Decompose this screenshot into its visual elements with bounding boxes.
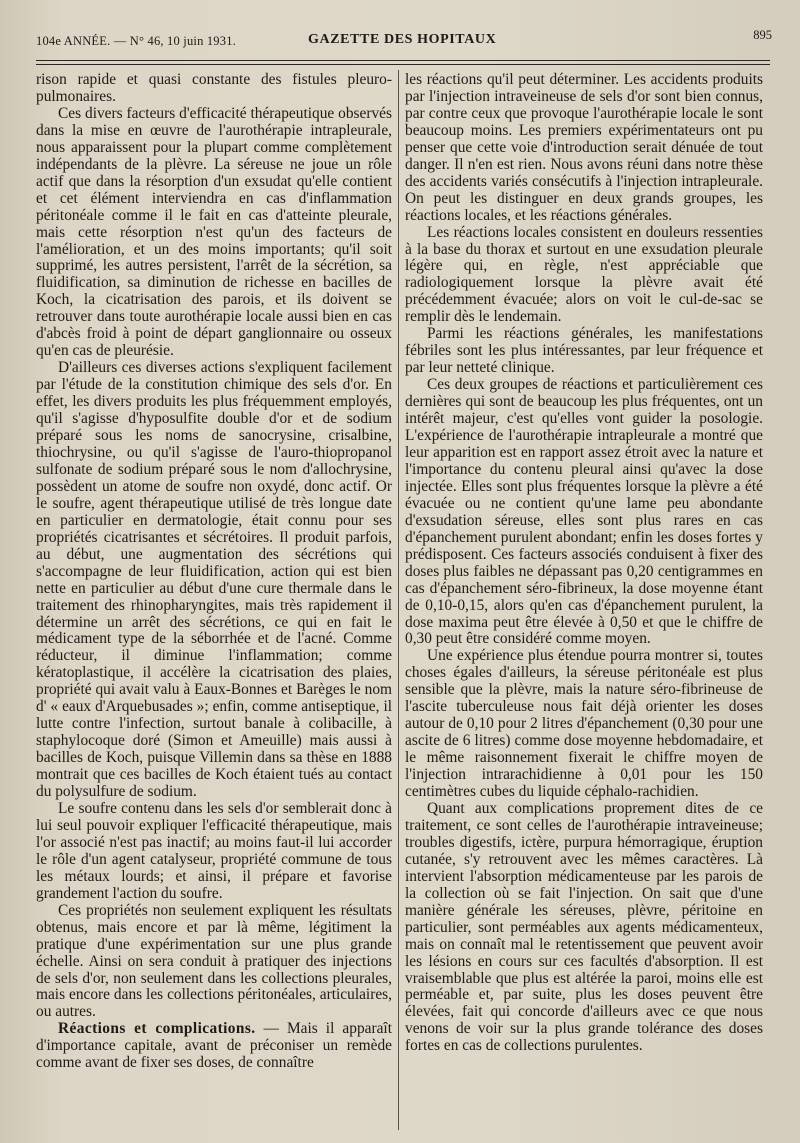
section-text: — Mais il apparaît d'importance capitale, avant de préconiser un remède comme avant de fixer ses doses, de connaître [36, 1020, 392, 1072]
page-number: 895 [753, 28, 772, 42]
paragraph: rison rapide et quasi constante des fistules pleuro-pulmonaires. [36, 72, 392, 105]
paragraph: Ces propriétés non seulement expliquent les résultats obtenus, mais encore et par là même, légitiment la pratique d'une expérimentation sur une plus grande échelle. Ainsi on sera conduit à pratiquer des injections de sels d'or, non seulement dans les collections pleurales, mais encore dans les collections péritonéales, articulaires, ou autres. [36, 901, 392, 1021]
paragraph: Parmi les réactions générales, les manifestations fébriles sont les plus intéressantes, par leur fréquence et par leur netteté clinique. [405, 325, 763, 377]
paragraph: Ces deux groupes de réactions et particulièrement ces dernières qui sont de beaucoup les plus fréquentes, ont un intérêt majeur, c'est qu'elles vont guider la posologie. L'expérience de l'aurothérapie intrapleurale a montré que leur apparition est en rapport assez étroit avec la nature et l'importance du contenu pleural ainsi qu'avec la dose injectée. Elles sont plus fréquentes lorsque la plèvre a été évacuée ou ne contient qu'une lame peu abondante d'exsudation séreuse, elles sont plus rares en cas d'épanchement purulent abondant; enfin les doses fortes y prédisposent. Ces facteurs associés conduisent à fixer des doses plus faibles ne dépassant pas 0,20 centigrammes en cas d'épanchement séro-fibrineux, la dose moyenne étant de 0,10-0,15, alors qu'en cas d'épanchement purulent, la dose maxima peut être élevée à 0,50 et que le chiffre de 0,30 peut être considéré comme moyen. [405, 376, 763, 648]
right-column [405, 72, 763, 1132]
issue-info: 104e ANNÉE. — N° 46, 10 juin 1931. [36, 34, 236, 48]
header-rule-top [36, 60, 770, 61]
publication-title: GAZETTE DES HOPITAUX [308, 32, 497, 47]
section-paragraph [36, 1021, 392, 1072]
left-column [36, 72, 392, 1132]
paragraph: Le soufre contenu dans les sels d'or semblerait donc à lui seul pouvoir expliquer l'efficacité thérapeutique, mais l'or associé n'est pas inactif; au moins faut-il lui accorder le rôle d'un agent catalyseur, propriété commune de tous les métaux lourds; et ainsi, il prépare et favorise grandement l'action du soufre. [36, 799, 392, 902]
paragraph: Une expérience plus étendue pourra montrer si, toutes choses égales d'ailleurs, la séreuse péritonéale est plus sensible que la plèvre, mais la nature séro-fibrineuse de l'ascite tuberculeuse nous fait déjà orienter les doses autour de 0,10 pour 2 litres d'épanchement (0,30 pour une ascite de 6 litres) comme dose moyenne hebdomadaire, et le même raisonnement fixerait le chiffre moyen de l'injection intrarachidienne à 0,01 pour les 150 centimètres cubes du liquide céphalo-rachidien. [405, 647, 763, 801]
header-rule-bottom [36, 64, 770, 65]
page-header [36, 28, 772, 54]
paragraph: Les réactions locales consistent en douleurs ressenties à la base du thorax et surtout en une exsudation pleurale légère qui, en règle, n'est appréciable que radiologiquement lorsque la plèvre avait été précédemment évacuée; alors on voit le cul-de-sac se remplir dès le lendemain. [405, 223, 763, 326]
paragraph: D'ailleurs ces diverses actions s'expliquent facilement par l'étude de la constitution chimique des sels d'or. En effet, les divers produits les plus fréquemment employés, qu'il s'agisse d'hyposulfite double d'or et de sodium préparé sous les noms de sanocrysine, crisalbine, thiochrysine, ou qu'il s'agisse de l'auro-thiopropanol sulfonate de sodium préparé sous le nom d'allochrysine, possèdent un atome de soufre non oxydé, donc actif. Or le soufre, agent thérapeutique utilisé de très longue date en particulier en dermatologie, était connu pour ses propriétés cicatrisantes et sécrétoires. Il produit parfois, au début, une augmentation des sécrétions qui s'accompagne de leur fluidification, action qui est bien nette en particulier au début d'une cure thermale dans le traitement des rhinopharyngites, mais très rapidement il détermine un arrêt des sécrétions, ce qui en fait le médicament type de la séborrhée et de l'acné. Comme réducteur, il diminue l'inflammation; comme kératoplastique, il accélère la cicatrisation des plaies, propriété qui avait valu à Eaux-Bonnes et Barèges le nom d' « eaux d'Arquebusades »; enfin, comme antiseptique, il lutte contre l'infection, surtout banale à colibacille, à staphylocoque doré (Simon et Ameuille) mais aussi à bacilles de Koch, puisque Villemin dans sa thèse en 1888 montrait que ces bacilles de Koch étaient tués au contact du polysulfure de sodium. [36, 359, 392, 801]
paragraph: Quant aux complications proprement dites de ce traitement, ce sont celles de l'aurothérapie intraveineuse; troubles digestifs, ictère, purpura hémorragique, éruption cutanée, s'y retrouvent avec les mêmes caractères. Là intervient l'absorption médicamenteuse par les parois de la collection où se fait l'injection. On sait que d'une manière générale les séreuses, plèvre, péritoine en particulier, sont perméables aux agents médicamenteux, mais on connaît mal le retentissement que peuvent avoir les lésions en cours sur ces facultés d'absorption. Il est vraisemblable que plus est altérée la paroi, moins elle est perméable et, par suite, plus les doses peuvent être élevées, fait qui concorde d'ailleurs avec ce que nous venons de voir sur la plus grande tolérance des doses fortes en cas de collections purulentes. [405, 799, 763, 1055]
section-title: Réactions et complications. [58, 1020, 256, 1038]
column-divider [398, 70, 399, 1130]
paragraph: les réactions qu'il peut déterminer. Les accidents produits par l'injection intraveineuse de sels d'or sont bien connus, par contre ceux que provoque l'aurothérapie locale le sont beaucoup moins. Les premiers expérimentateurs ont pu penser que cette voie d'introduction serait dénuée de tout danger. Il n'en est rien. Nous avons réuni dans notre thèse des accidents variés consécutifs à l'injection intrapleurale. On peut les distinguer en deux grands groupes, les réactions locales, et les réactions générales. [405, 72, 763, 224]
paragraph: Ces divers facteurs d'efficacité thérapeutique observés dans la mise en œuvre de l'aurothérapie intrapleurale, nous apparaissent pour la plupart comme complètement indépendants de la plèvre. La séreuse ne joue un rôle actif que dans la résorption d'un exsudat qu'elle contient et cet élément interviendra en cas d'inflammation péritonéale comme il le fait en cas d'atteinte pleurale, mais cette résorption n'est qu'un des facteurs de l'amélioration, et un des moins importants; qu'il soit supprimé, les autres persistent, l'arrêt de la sécrétion, sa fluidification, sa diminution de richesse en bacilles de Koch, la cicatrisation des parois, et ils doivent se retrouver dans toute aurothérapie locale aussi bien en cas d'abcès froid à point de départ ganglionnaire ou osseux qu'en cas de pleurésie. [36, 104, 392, 360]
